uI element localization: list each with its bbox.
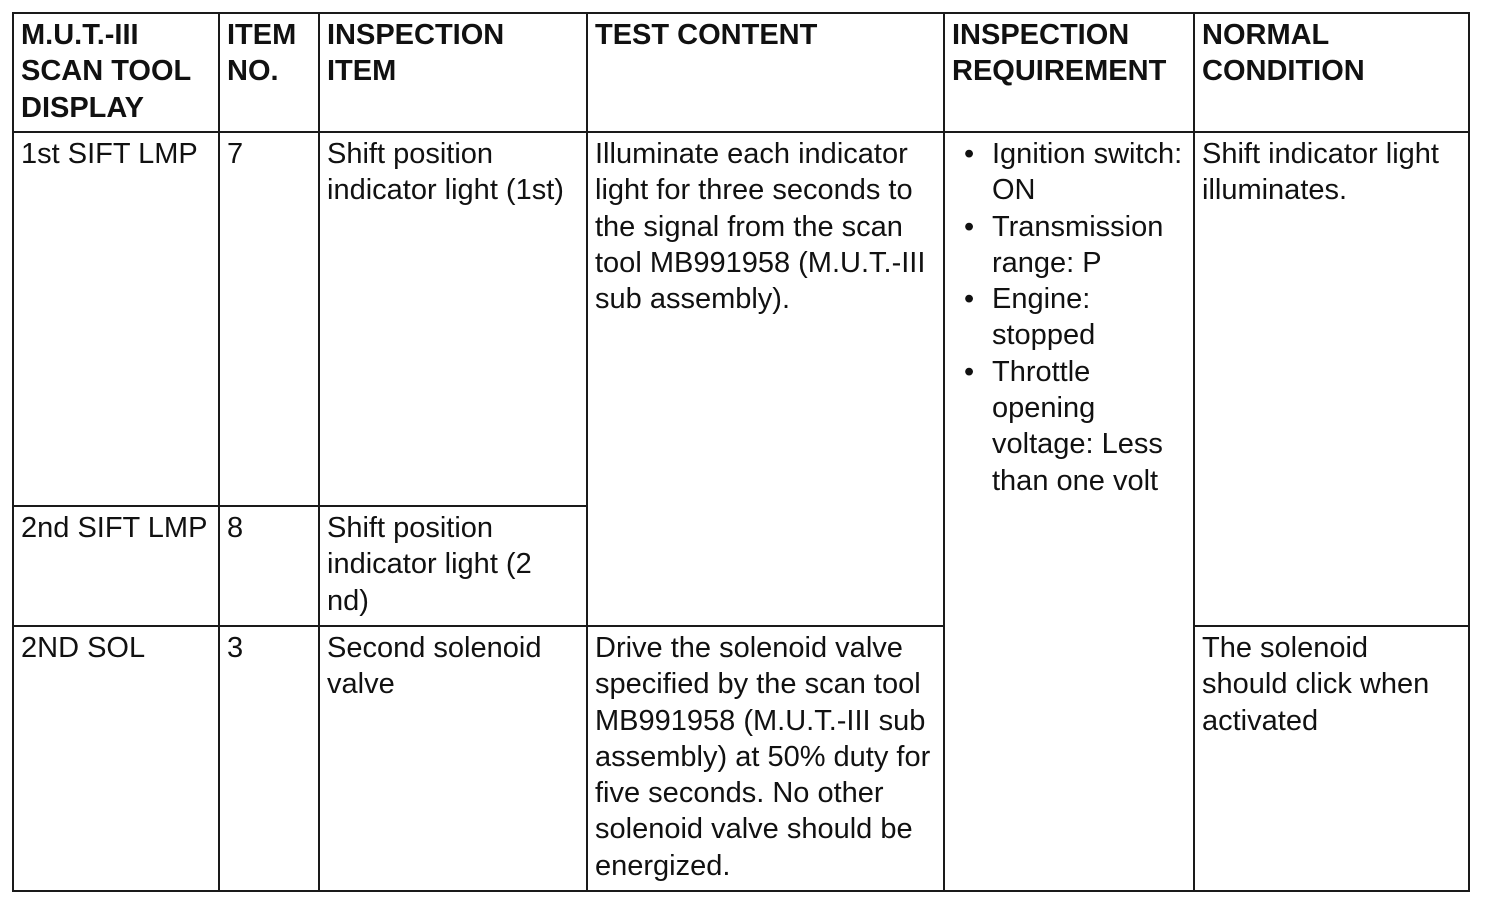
header-normal-condition: NORMAL CONDITION [1194,13,1469,132]
bullet-icon: • [964,138,975,170]
list-item [952,281,1185,354]
list-item [952,136,1185,209]
cell-item-no: 8 [219,506,319,626]
cell-test-content: Illuminate each indicator light for three seconds to the signal from the scan tool MB991958 (M.U.T.-III sub assembly). [587,132,944,626]
header-inspection-item: INSPECTION ITEM [319,13,587,132]
bullet-icon: • [964,355,975,388]
cell-inspection-item: Shift position indicator light (2 nd) [319,506,587,626]
requirement-text: Transmission range: P [992,210,1164,279]
requirement-text: Ignition switch: ON [992,138,1183,207]
requirement-text: Engine: stopped [992,283,1096,352]
header-scan-tool-display: M.U.T.-III SCAN TOOL DISPLAY [13,13,219,132]
cell-inspection-requirement [944,132,1194,891]
cell-inspection-item: Shift position indicator light (1st) [319,132,587,506]
cell-item-no: 7 [219,132,319,506]
requirement-list [952,136,1185,499]
requirement-text: Throttle opening voltage: Less than one volt [992,355,1163,497]
cell-scan-tool-display: 1st SIFT LMP [13,132,219,506]
cell-normal-condition: The solenoid should click when activated [1194,626,1469,891]
header-test-content: TEST CONTENT [587,13,944,132]
cell-normal-condition: Shift indicator light illuminates. [1194,132,1469,626]
bullet-icon: • [964,283,975,316]
header-inspection-requirement: INSPECTION REQUIREMENT [944,13,1194,132]
list-item [952,354,1185,499]
bullet-icon: • [964,210,975,243]
cell-item-no: 3 [219,626,319,891]
table-row [13,626,1469,891]
inspection-table [12,12,1470,892]
header-item-no: ITEM NO. [219,13,319,132]
cell-scan-tool-display: 2nd SIFT LMP [13,506,219,626]
inspection-table-sheet [12,12,1468,886]
list-item [952,209,1185,282]
table-header-row [13,13,1469,132]
table-row [13,132,1469,506]
cell-inspection-item: Second solenoid valve [319,626,587,891]
cell-test-content: Drive the solenoid valve specified by the scan tool MB991958 (M.U.T.-III sub assembly) at 50% duty for five seconds. No other solenoid valve should be energized. [587,626,944,891]
cell-scan-tool-display: 2ND SOL [13,626,219,891]
